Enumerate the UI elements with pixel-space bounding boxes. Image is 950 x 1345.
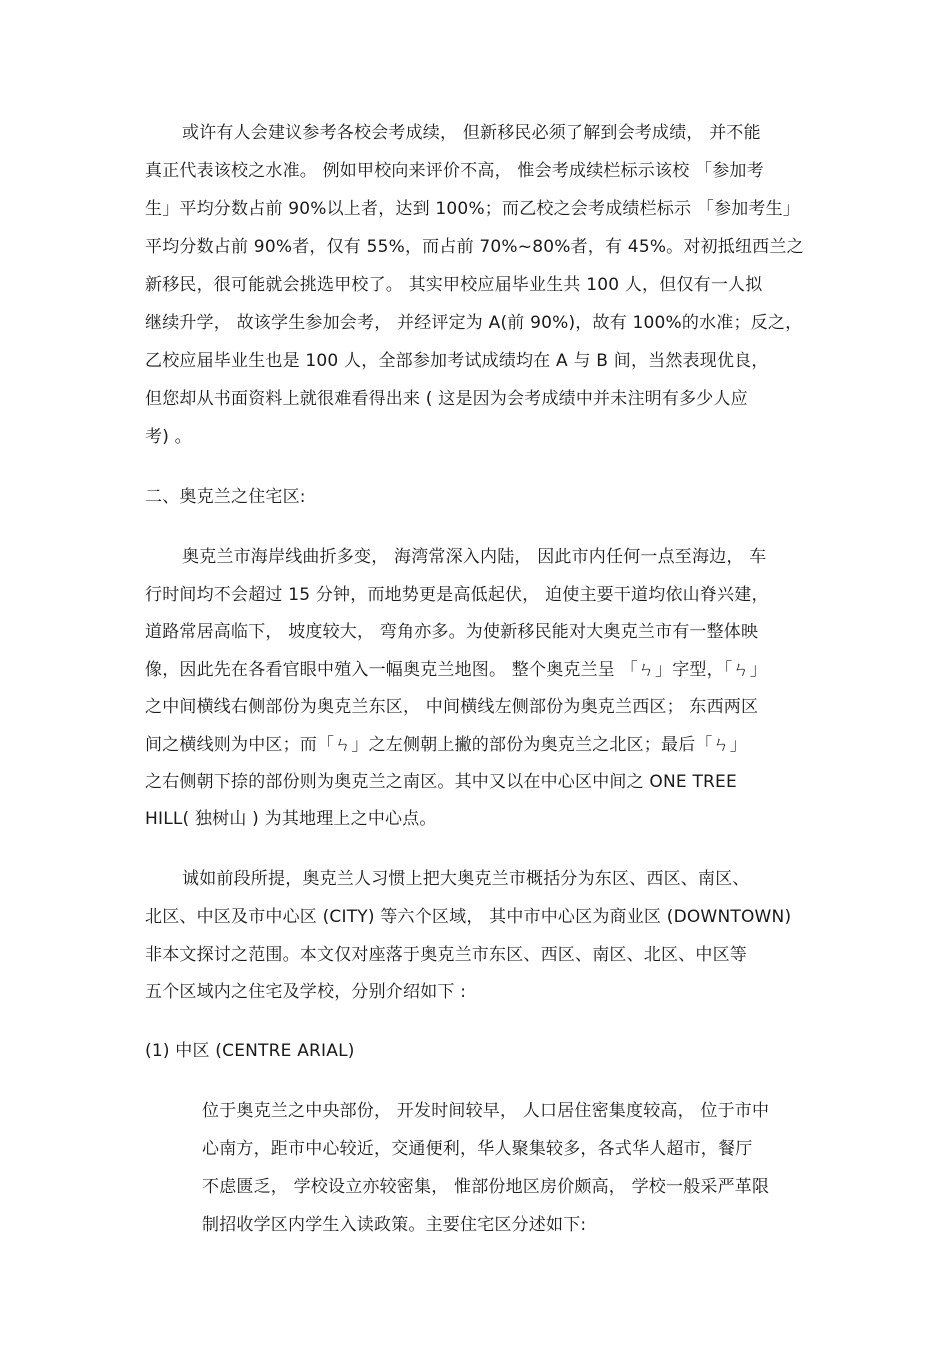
section-heading: 二、奥克兰之住宅区: [145, 487, 306, 507]
paragraph1-line: 考) 。 [145, 427, 192, 447]
paragraph2-line: 之右侧朝下捺的部份则为奥克兰之南区。其中又以在中心区中间之 ONE TREE [145, 772, 737, 792]
paragraph4-line: 不虑匮乏， 学校设立亦较密集， 惟部份地区房价颇高， 学校一般采严革限 [202, 1177, 770, 1197]
paragraph4-line: 心南方，距市中心较近，交通便利，华人聚集较多，各式华人超市，餐厅 [202, 1139, 753, 1159]
paragraph2-line: 像，因此先在各看官眼中殖入一幅奥克兰地图。 整个奥克兰呈 「ㄣ」字型，「ㄣ」 [145, 660, 767, 680]
paragraph2-line: 奥克兰市海岸线曲折多变， 海湾常深入内陆， 因此市内任何一点至海边， 车 [182, 547, 767, 567]
paragraph4-line: 位于奥克兰之中央部份， 开发时间较早， 人口居住密集度较高， 位于市中 [202, 1101, 770, 1121]
paragraph2-line: 行时间均不会超过 15 分钟，而地势更是高低起伏， 迫使主要干道均依山脊兴建， [145, 585, 769, 605]
paragraph1-line: 继续升学， 故该学生参加会考， 并经评定为 A(前 90%)，故有 100%的水准；反之， [145, 313, 803, 333]
paragraph4-line: 制招收学区内学生入读政策。主要住宅区分述如下: [202, 1215, 587, 1235]
subsection-heading: (1) 中区 (CENTRE ARIAL) [145, 1041, 355, 1061]
paragraph1-line: 平均分数占前 90%者，仅有 55%，而占前 70%~80%者，有 45%。对初抵纽西兰之 [145, 237, 804, 257]
paragraph3-line: 非本文探讨之范围。本文仅对座落于奥克兰市东区、西区、南区、北区、中区等 [145, 945, 747, 965]
paragraph1-line: 生」平均分数占前 90%以上者，达到 100%；而乙校之会考成绩栏标示 「参加考生」 [145, 199, 800, 219]
paragraph2-line: 间之横线则为中区；而「ㄣ」之左侧朝上撇的部份为奥克兰之北区；最后「ㄣ」 [145, 735, 747, 755]
paragraph1-line: 乙校应届毕业生也是 100 人，全部参加考试成绩均在 A 与 B 间，当然表现优良， [145, 351, 769, 371]
paragraph1-line: 但您却从书面资料上就很难看得出来 ( 这是因为会考成绩中并未注明有多少人应 [145, 389, 748, 409]
paragraph3-line: 诚如前段所提，奥克兰人习惯上把大奥克兰市概括分为东区、西区、南区、 [182, 869, 750, 889]
paragraph3-line: 五个区域内之住宅及学校，分别介绍如下 : [145, 982, 467, 1002]
paragraph1-line: 真正代表该校之水准。 例如甲校向来评价不高， 惟会考成续栏标示该校 「参加考 [145, 161, 764, 181]
paragraph3-line: 北区、中区及市中心区 (CITY) 等六个区域， 其中市中心区为商业区 (DOWNTOWN) [145, 907, 792, 927]
paragraph1-line: 或许有人会建议参考各校会考成续， 但新移民必须了解到会考成绩， 并不能 [182, 123, 761, 143]
paragraph1-line: 新移民，很可能就会挑选甲校了。 其实甲校应届毕业生共 100 人，但仅有一人拟 [145, 275, 763, 295]
paragraph2-line: HILL( 独树山 ) 为其地理上之中心点。 [145, 809, 437, 829]
paragraph2-line: 道路常居高临下， 坡度较大， 弯角亦多。为使新移民能对大奥克兰市有一整体映 [145, 622, 759, 642]
paragraph2-line: 之中间横线右侧部份为奥克兰东区， 中间横线左侧部份为奥克兰西区； 东西两区 [145, 697, 759, 717]
